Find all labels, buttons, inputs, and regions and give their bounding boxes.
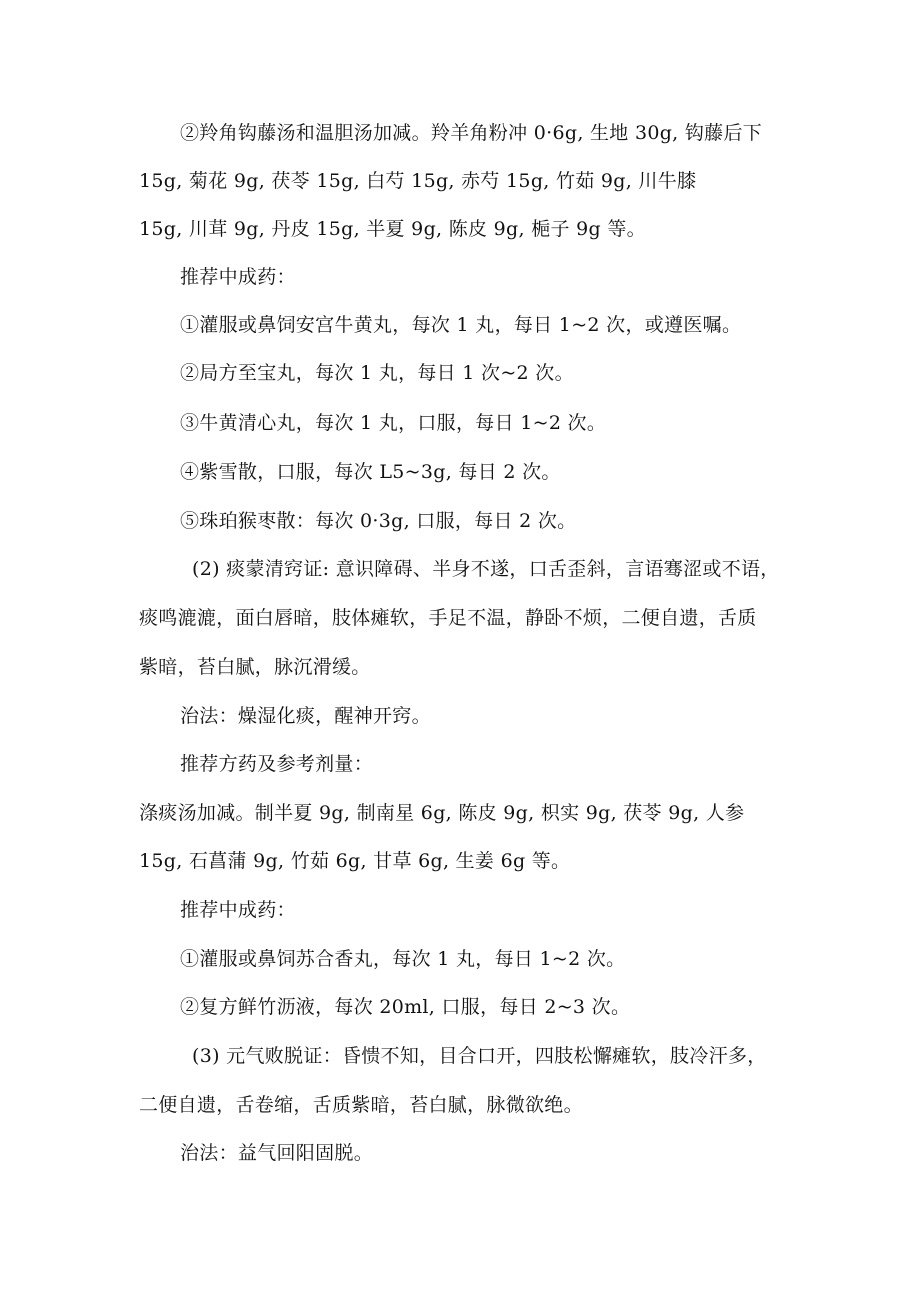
text-line-formula-2: ②羚角钩藤汤和温胆汤加减。羚羊角粉冲 0·6g, 生地 30g, 钩藤后下 [180,122,763,144]
text-line-formula-ditan-cont: 15g, 石菖蒲 9g, 竹茹 6g, 甘草 6g, 生姜 6g 等。 [139,850,571,872]
text-line-formula-ditan: 涤痰汤加减。制半夏 9g, 制南星 6g, 陈皮 9g, 枳实 9g, 茯苓 9g, 人参 [139,802,745,824]
heading-patent-medicine-2: 推荐中成药： [180,899,296,921]
text-line-syndrome-3-cont: 二便自遗，舌卷缩，舌质紫暗，苔白腻，脉微欲绝。 [139,1094,583,1116]
text-line-formula-2-cont-2: 15g, 川茸 9g, 丹皮 15g, 半夏 9g, 陈皮 9g, 梔子 9g 等。 [139,218,646,240]
text-line-treatment-3: 治法：益气回阳固脱。 [180,1142,374,1164]
text-line-medicine-2: ②局方至宝丸，每次 1 丸，每日 1 次~2 次。 [180,362,574,384]
text-line-medicine-7: ②复方鲜竹沥液，每次 20ml, 口服，每日 2~3 次。 [180,996,631,1018]
text-line-medicine-6: ①灌服或鼻饲苏合香丸，每次 1 丸，每日 1~2 次。 [180,948,626,970]
text-line-syndrome-2-cont-2: 紫暗，苔白腻，脉沉滑缓。 [139,656,371,678]
text-line-treatment-2: 治法：燥湿化痰，醒神开窍。 [180,705,431,727]
text-line-syndrome-3: (3) 元气败脱证：昏愦不知，目合口开，四肢松懈瘫软，肢冷汗多， [192,1045,767,1067]
heading-patent-medicine-1: 推荐中成药： [180,266,296,288]
text-line-medicine-4: ④紫雪散，口服，每次 L5~3g, 每日 2 次。 [180,461,561,483]
text-line-syndrome-2-cont-1: 痰鸣漉漉，面白唇暗，肢体瘫软，手足不温，静卧不烦，二便自遗，舌质 [139,607,757,629]
text-line-medicine-5: ⑤珠珀猴枣散：每次 0·3g, 口服，每日 2 次。 [180,510,577,532]
text-line-medicine-3: ③牛黄清心丸，每次 1 丸，口服，每日 1~2 次。 [180,412,607,434]
heading-formula-dosage: 推荐方药及参考剂量： [180,753,374,775]
text-line-formula-2-cont-1: 15g, 菊花 9g, 茯苓 15g, 白芍 15g, 赤芍 15g, 竹茹 9g, 川牛膝 [139,170,697,192]
text-line-syndrome-2: (2) 痰蒙清窍证: 意识障碍、半身不遂，口舌歪斜，言语骞涩或不语， [192,558,780,580]
text-line-medicine-1: ①灌服或鼻饲安宫牛黄丸，每次 1 丸，每日 1~2 次，或遵医嘱。 [180,314,742,336]
